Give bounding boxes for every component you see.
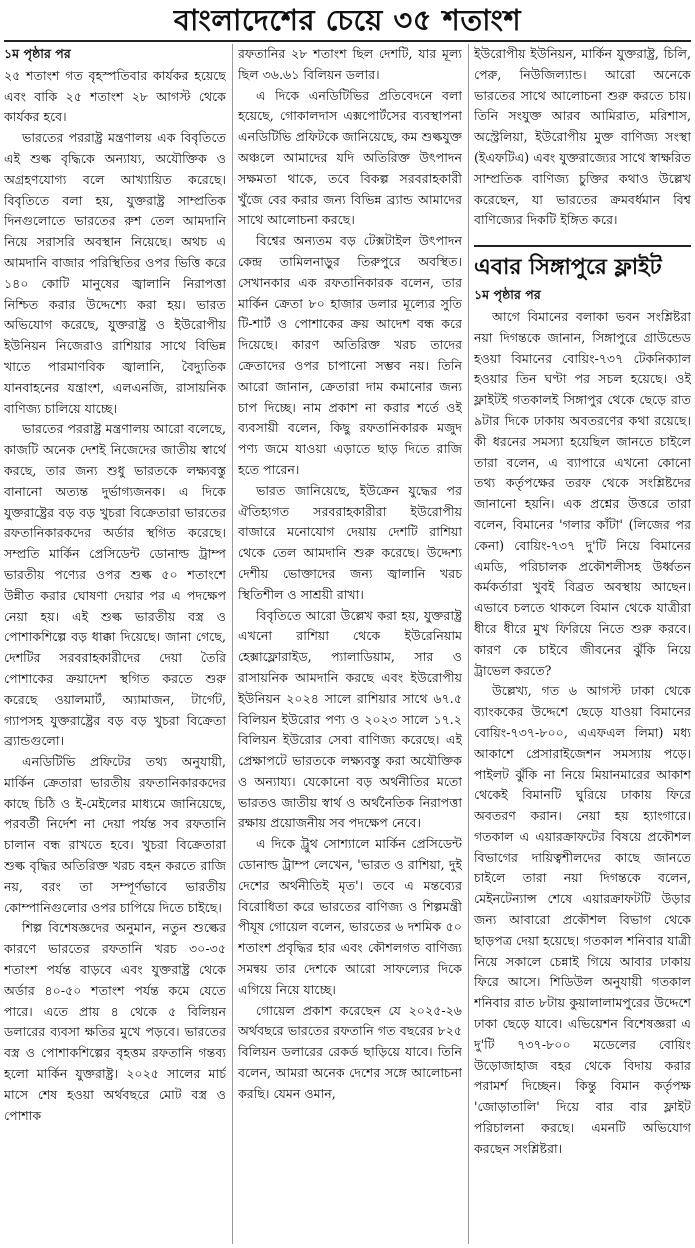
paragraph: রফতানির ২৮ শতাংশ ছিল দেশটি, যার মূল্য ছিল ৩৬.৬১ বিলিয়ন ডলার। bbox=[238, 46, 462, 82]
paragraph: উল্লেখ্য, গত ৬ আগস্ট ঢাকা থেকে ব্যাংককের উদ্দেশে ছেড়ে যাওয়া বিমানের বোয়িং-৭৩৭-৮০০, এএফএল লিমা) মধ্য আকাশে প্রেসারাইজেশন সমস্যায় পড়ে। পাইলট ঝুঁকি না নিয়ে মিয়ানমারের আকাশ থেকেই বিমানটি ঘুরিয়ে ঢাকায় ফিরে অবতরণ করান। নেয়া হয় হ্যাংগারে। গতকাল এ এয়ারক্রাফটের বিষয়ে প্রকৌশল বিভাগের দায়িত্বশীলদের কাছে জানতে চাইলে তারা নয়া দিগন্তকে বলেন, মেইনটেন্যান্স শেষে এয়ারক্রাফটটি উড়ার জন্য আবারো প্রকৌশল বিভাগ থেকে ছাড়পত্র দেয়া হয়েছে। গতকাল শনিবার যাত্রী নিয়ে সকালে চেন্নাই গিয়ে আবার ঢাকায় ফিরে আসে। শিডিউল অনুযায়ী গতকাল শনিবার রাত ৮টায় কুয়ালালামপুরের উদ্দেশে ঢাকা ছেড়ে যাবে। এভিয়েশন বিশেষজ্ঞরা এ দু'টি ৭৩৭-৮০০ মডেলের বোয়িং উড়োজাহাজ বহর থেকে বিদায় করার পরামর্শ দিচ্ছেন। কিন্তু বিমান কর্তৃপক্ষ 'জোড়াতালি' দিয়ে বার বার ফ্লাইট পরিচালনা করছে। এমনটি অভিযোগ করছেন সংশ্লিষ্টরা। bbox=[474, 683, 691, 1156]
second-article-headline: এবার সিঙ্গাপুরে ফ্লাইট bbox=[474, 245, 691, 285]
paragraph: শিল্প বিশেষজ্ঞদের অনুমান, নতুন শুল্কের কারণে ভারতের রফতানি খরচ ৩০-৩৫ শতাংশ পর্যন্ত বাড়বে এবং যুক্তরাষ্ট্র থেকে অর্ডার ৪০-৫০ শতাংশ পর্যন্ত কমে যেতে পারে। এতে প্রায় ৪ থেকে ৫ বিলিয়ন ডলারের ব্যবসা ক্ষতির মুখে পড়বে। ভারতের বস্ত্র ও পোশাকশিল্পের বৃহত্তম রফতানি গন্তব্য হলো মার্কিন যুক্তরাষ্ট্র। ২০২৫ সালের মার্চ মাসে শেষ হওয়া অর্থবছরে মোট বস্ত্র ও পোশাক bbox=[4, 920, 226, 1123]
main-article-column-1 bbox=[4, 44, 226, 1244]
paragraph: গোয়েল প্রকাশ করেছেন যে ২০২৫-২৬ অর্থবছরে ভারতের রফতানি গত বছরের ৮২৫ বিলিয়ন ডলারের রেকর্ড ছাড়িয়ে যাবে। তিনি বলেন, আমরা অনেক দেশের সঙ্গে আলোচনা করছি। যেমন ওমান, bbox=[238, 1002, 462, 1101]
jump-label: ১ম পৃষ্ঠার পর bbox=[4, 46, 71, 61]
paragraph: ভারত জানিয়েছে, ইউক্রেন যুদ্ধের পর ঐতিহ্যগত সরবরাহকারীরা ইউরোপীয় বাজারে মনোযোগ দেয়ায় দেশটি রাশিয়া থেকে তেল আমদানি শুরু করেছে। উদ্দেশ্য দেশীয় ভোক্তাদের জন্য জ্বালানি খরচ স্থিতিশীল ও সাশ্রয়ী রাখা। bbox=[238, 482, 462, 602]
paragraph: এনডিটিভি প্রফিটের তথ্য অনুযায়ী, মার্কিন ক্রেতারা ভারতীয় রফতানিকারকদের কাছে চিঠি ও ই-মেইলের মাধ্যমে জানিয়েছে, পরবর্তী নির্দেশ না দেয়া পর্যন্ত সব রফতানি চালান বন্ধ রাখতে হবে। খুচরা বিক্রেতারা শুল্ক বৃদ্ধির অতিরিক্ত খরচ বহন করতে রাজি নয়, বরং তা সম্পূর্ণভাবে ভারতীয় কোম্পানিগুলোর ওপর চাপিয়ে দিতে চাইছে। bbox=[4, 754, 226, 915]
paragraph: ২৫ শতাংশ গত বৃহস্পতিবার কার্যকর হয়েছে এবং বাকি ২৫ শতাংশ ২৮ আগস্ট থেকে কার্যকর হবে। bbox=[4, 67, 226, 125]
headline-rule bbox=[4, 40, 691, 42]
column-divider-2 bbox=[468, 44, 469, 1244]
column-divider-1 bbox=[232, 44, 233, 1244]
paragraph: বিশ্বের অন্যতম বড় টেক্সটাইল উৎপাদন কেন্দ্র তামিলনাড়ুর তিরুপুরে অবস্থিত। সেখানকার এক রফতানিকারক বলেন, তার মার্কিন ক্রেতা ৮০ হাজার ডলার মূল্যের সুতি টি-শার্ট ও পোশাকের ক্রয় আদেশ বন্ধ করে দিয়েছে। কারণ অতিরিক্ত খরচ তাদের ক্রেতাদের ওপর চাপানো সম্ভব নয়। তিনি আরো জানান, ক্রেতারা দাম কমানোর জন্য চাপ দিচ্ছে। নাম প্রকাশ না করার শর্তে ওই ব্যবসায়ী বলেন, কিছু রফতানিকারক মজুদ পণ্য জমে যাওয়া এড়াতে ছাড় দিতে রাজি হতে পারেন। bbox=[238, 233, 462, 477]
paragraph: আগে বিমানের বলাকা ভবন সংশ্লিষ্টরা নয়া দিগন্তকে জানান, সিঙ্গাপুরে গ্রাউন্ডেড হওয়া বিমানের বোয়িং-৭৩৭ টেকনিক্যাল হওয়ার তিন ঘণ্টা পর সচল হয়েছে। ওই ফ্লাইটই গতকালই সিঙ্গাপুর থেকে ছেড়ে রাত ৯টার দিকে ঢাকায় অবতরণের কথা রয়েছে। কী ধরনের সমস্যা হয়েছিল জানতে চাইলে তারা বলেন, এ ব্যাপারে এখনো কোনো তথ্য কর্তৃপক্ষের তরফ থেকে সংশ্লিষ্টদের জানানো হয়নি। এক প্রশ্নের উত্তরে তারা বলেন, বিমানের 'গলার কাঁটা' (লিজের পর কেনা) বোয়িং-৭৩৭ দু'টি নিয়ে বিমানের এমডি, পরিচালক প্রকৌশলীসহ উর্ধ্বতন কর্মকর্তারা খুবই বিব্রত অবস্থায় আছেন। এভাবে চলতে থাকলে বিমান থেকে যাত্রীরা ধীরে ধীরে মুখ ফিরিয়ে নিতে শুরু করবে। কারণ কে চাইবে জীবনের ঝুঁকি নিয়ে ট্রাভেল করতে? bbox=[474, 308, 691, 678]
paragraph: বিবৃতিতে আরো উল্লেখ করা হয়, যুক্তরাষ্ট্র এখনো রাশিয়া থেকে ইউরেনিয়াম হেক্সাফ্লোরাইড, প্যালাডিয়াম, সার ও রাসায়নিক আমদানি করছে এবং ইউরোপীয় ইউনিয়ন ২০২৪ সালে রাশিয়ার সাথে ৬৭.৫ বিলিয়ন ইউরোর পণ্য ও ২০২৩ সালে ১৭.২ বিলিয়ন ইউরোর সেবা বাণিজ্য করেছে। এই প্রেক্ষাপটে ভারতকে লক্ষ্যবস্তু করা অযৌক্তিক ও অন্যায্য। যেকোনো বড় অর্থনীতির মতো ভারতও জাতীয় স্বার্থ ও অর্থনৈতিক নিরাপত্তা রক্ষায় প্রয়োজনীয় সব পদক্ষেপ নেবে। bbox=[238, 607, 462, 831]
headline: বাংলাদেশের চেয়ে ৩৫ শতাংশ bbox=[173, 3, 522, 37]
paragraph: ভারতের পররাষ্ট্র মন্ত্রণালয় আরো বলেছে, কাজটি অনেক দেশই নিজেদের জাতীয় স্বার্থে করছে, তার জন্য শুধু ভারতকে লক্ষ্যবস্তু বানানো অত্যন্ত দুর্ভাগ্যজনক। এ দিকে যুক্তরাষ্ট্রের বড় বড় খুচরা বিক্রেতারা ভারতের রফতানিকারকদের অর্ডার স্থগিত করেছে। সম্প্রতি মার্কিন প্রেসিডেন্ট ডোনাল্ড ট্রাম্প ভারতীয় পণ্যের ওপর শুল্ক ৫০ শতাংশে উন্নীত করার ঘোষণা দেয়ার পর এ পদক্ষেপ নেয়া হয়। এই শুল্ক ভারতীয় বস্ত্র ও পোশাকশিল্পে বড় ধাক্কা দিয়েছে। জানা গেছে, দেশটির সরবরাহকারীদের দেয়া তৈরি পোশাকের ক্রয়াদেশ স্থগিত করতে শুরু করেছে ওয়ালমার্ট, অ্যামাজন, টার্গেট, গ্যাপসহ যুক্তরাষ্ট্রের বড় বড় খুচরা বিক্রেতা ব্র্যান্ডগুলো। bbox=[4, 421, 226, 749]
main-article-column-2 bbox=[238, 44, 462, 1244]
second-article-jump-label: ১ম পৃষ্ঠার পর bbox=[474, 287, 541, 303]
paragraph: ইউরোপীয় ইউনিয়ন, মার্কিন যুক্তরাষ্ট্র, চিলি, পেরু, নিউজিল্যান্ড। আরো অনেকে ভারতের সাথে আলোচনা শুরু করতে চায়। তিনি সংযুক্ত আরব আমিরাত, মরিশাস, অস্ট্রেলিয়া, ইউরোপীয় মুক্ত বাণিজ্য সংস্থা (ইএফটিএ) এবং যুক্তরাজ্যের সাথে স্বাক্ষরিত সাম্প্রতিক বাণিজ্য চুক্তির কথাও উল্লেখ করেছেন, যা ভারতের ক্রমবর্ধমান বিশ্ব বাণিজ্যের দিকটি ইঙ্গিত করে। bbox=[474, 46, 691, 228]
paragraph: ভারতের পররাষ্ট্র মন্ত্রণালয় এক বিবৃতিতে এই শুল্ক বৃদ্ধিকে অন্যায্য, অযৌক্তিক ও অগ্রহণযোগ্য বলে আখ্যায়িত করেছে। বিবৃতিতে বলা হয়, যুক্তরাষ্ট্র সাম্প্রতিক দিনগুলোতে ভারতের রুশ তেল আমদানি নিয়ে সরাসরি অবস্থান নিয়েছে। অথচ এ আমদানি বাজার পরিস্থিতির ওপর ভিত্তি করে ১৪০ কোটি মানুষের জ্বালানি নিরাপত্তা নিশ্চিত করার উদ্দেশ্যে করা হয়। ভারত অভিযোগ করেছে, যুক্তরাষ্ট্র ও ইউরোপীয় ইউনিয়ন নিজেরাও রাশিয়ার সাথে বিভিন্ন খাতে পারমাণবিক জ্বালানি, বৈদ্যুতিক যানবাহনের যন্ত্রাংশ, এলএনজি, রাসায়নিক বাণিজ্য চালিয়ে যাচ্ছে। bbox=[4, 130, 226, 416]
paragraph: এ দিকে এনডিটিভির প্রতিবেদনে বলা হয়েছে, গোকালদাস এক্সপোর্টসের ব্যবস্থাপনা এনডিটিভি প্রফিটকে জানিয়েছে, কম শুল্কযুক্ত অঞ্চলে আমাদের যদি অতিরিক্ত উৎপাদন সক্ষমতা থাকে, তবে বিকল্প সরবরাহকারী খুঁজে বের করার জন্য বিভিন্ন ব্র্যান্ড আমাদের সাথে আলোচনা করছে। bbox=[238, 87, 462, 228]
column-3 bbox=[474, 44, 691, 1244]
paragraph: এ দিকে ট্রুথ সোশ্যালে মার্কিন প্রেসিডেন্ট ডোনাল্ড ট্রাম্প লেখেন, 'ভারত ও রাশিয়া, দুই দেশের অর্থনীতিই মৃত'। তবে এ মন্তব্যের বিরোধিতা করে ভারতের বাণিজ্য ও শিল্পমন্ত্রী পীযূষ গোয়েল বলেন, ভারতের ৬ দশমিক ৫০ শতাংশ প্রবৃদ্ধির হার এবং কৌশলগত বাণিজ্য সমন্বয় তার দেশকে আরো সাফল্যের দিকে এগিয়ে নিয়ে যাচ্ছে। bbox=[238, 836, 462, 997]
